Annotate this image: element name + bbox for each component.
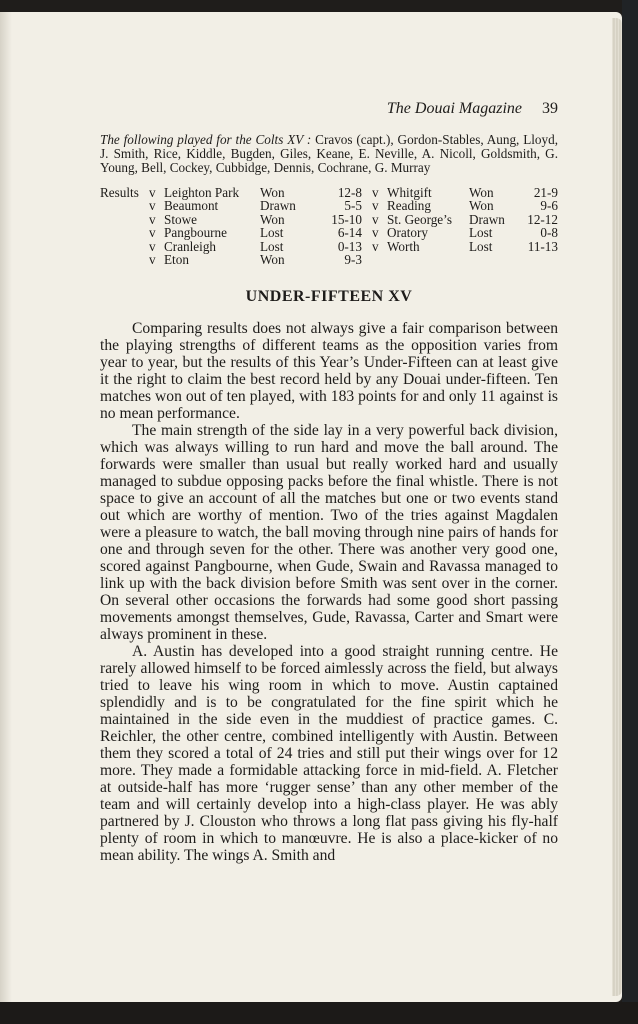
result-v1: v bbox=[149, 238, 156, 254]
result-v2: v bbox=[372, 185, 379, 200]
section-heading: UNDER-FIFTEEN XV bbox=[245, 288, 413, 305]
results-label: Results bbox=[100, 185, 139, 200]
result-out1: Lost bbox=[260, 225, 284, 241]
team-list-names: Cravos (capt.), Gordon-Stables, Aung, Lloyd, J. Smith, Rice, Kiddle, Bugden, Giles, Keane, E. Neville, A. Nicoll, Goldsmith, G. Young, Bell, Cockey, Cubbidge, Dennis, Cochrane, G. Murray bbox=[100, 132, 558, 175]
result-opp2: Reading bbox=[387, 198, 431, 214]
page-number: 39 bbox=[542, 100, 558, 117]
result-out2: Lost bbox=[469, 238, 493, 254]
result-opp1: Eton bbox=[164, 252, 189, 268]
paragraph: Comparing results does not always give a fair comparison between the playing strengths of different teams as the opposition varies from year to year, but the results of this Year’s Under-Fifteen can at least give it the right to claim the best record held by any Douai under-fifteen. Ten matches won out of ten played, with 183 points for and only 11 against is no mean performance. bbox=[100, 320, 558, 422]
result-opp2: Worth bbox=[387, 238, 420, 254]
results-row bbox=[100, 240, 558, 253]
article-body bbox=[100, 320, 558, 864]
results-label-spacer bbox=[100, 199, 149, 212]
results-row bbox=[100, 253, 558, 266]
result-sc1: 0-13 bbox=[337, 238, 362, 254]
result-sc2: 11-13 bbox=[527, 238, 558, 254]
result-sc1: 15-10 bbox=[331, 211, 362, 227]
result-opp2: Oratory bbox=[387, 225, 429, 241]
result-sc2: 9-6 bbox=[540, 198, 558, 214]
result-v2: v bbox=[372, 211, 379, 227]
result-out2: Drawn bbox=[469, 211, 505, 227]
background-strip bbox=[0, 1002, 638, 1024]
result-out2: Lost bbox=[469, 225, 493, 241]
result-v1: v bbox=[149, 252, 156, 268]
result-out2 bbox=[469, 253, 524, 266]
results-row bbox=[100, 186, 558, 199]
result-out1: Drawn bbox=[260, 198, 296, 214]
result-sc2: 21-9 bbox=[533, 185, 558, 200]
result-out1: Won bbox=[260, 185, 285, 200]
result-sc1: 5-5 bbox=[344, 198, 362, 214]
result-out2: Won bbox=[469, 185, 494, 200]
result-opp1: Beaumont bbox=[164, 198, 219, 214]
result-v1: v bbox=[149, 211, 156, 227]
result-v1: v bbox=[149, 198, 156, 214]
result-v2: v bbox=[372, 198, 379, 214]
result-sc1: 9-3 bbox=[344, 252, 362, 268]
paragraph: A. Austin has developed into a good straight running centre. He rarely allowed himself to be forced aimlessly across the field, but always tried to leave his wing room in which to move. Austin captained splendidly and is to be congratulated for the fine spirit which he maintained in the side even in the muddiest of practice games. C. Reichler, the other centre, combined intelligently with Austin. Between them they scored a total of 24 tries and still put their wings over for 12 more. They made a formidable attacking force in mid-field. A. Fletcher at outside-half has more ‘rugger sense’ than any other member of the team and will certainly develop into a high-class player. He was ably partnered by J. Clouston who throws a long flat pass giving his fly-half plenty of room in which to manœuvre. He is also a place-kicker of no mean ability. The wings A. Smith and bbox=[100, 643, 558, 864]
results-row bbox=[100, 199, 558, 212]
book-cover-edge bbox=[622, 0, 638, 1024]
result-sc2 bbox=[524, 253, 558, 266]
results-row bbox=[100, 213, 558, 226]
team-list bbox=[100, 133, 558, 174]
results-label-spacer bbox=[100, 226, 149, 239]
result-opp2: St. George’s bbox=[387, 211, 452, 227]
results-label-spacer bbox=[100, 240, 149, 253]
binding-shadow bbox=[0, 12, 12, 1002]
result-v2: v bbox=[372, 225, 379, 241]
results-row bbox=[100, 226, 558, 239]
paragraph: The main strength of the side lay in a very powerful back division, which was always willing to run hard and move the ball around. The forwards were smaller than usual but really worked hard and usually managed to subdue opposing packs before the final whistle. There is not space to give an account of all the matches but one or two events stand out which are worthy of mention. Two of the tries against Magdalen were a pleasure to watch, the ball moving through nine pairs of hands for one and through seven for the other. There was another very good one, scored against Pangbourne, when Gude, Swain and Ravassa managed to link up with the back division before Smith was sent over in the corner. On several other occasions the forwards had some good short passing movements amongst themselves, Gude, Ravassa, Carter and Smart were always prominent in these. bbox=[100, 422, 558, 643]
result-opp1: Stowe bbox=[164, 211, 197, 227]
results-label-spacer bbox=[100, 213, 149, 226]
result-opp1: Cranleigh bbox=[164, 238, 217, 254]
result-v2 bbox=[372, 253, 387, 266]
magazine-title: The Douai Magazine bbox=[386, 100, 522, 117]
result-sc1: 12-8 bbox=[337, 185, 362, 200]
result-sc1: 6-14 bbox=[337, 225, 362, 241]
results-label-spacer bbox=[100, 253, 149, 266]
result-v1: v bbox=[149, 225, 156, 241]
page-edges bbox=[612, 18, 622, 996]
result-sc2: 0-8 bbox=[540, 225, 558, 241]
results-table bbox=[100, 186, 558, 266]
result-opp1: Pangbourne bbox=[164, 225, 227, 241]
result-sc2: 12-12 bbox=[527, 211, 558, 227]
result-out1: Lost bbox=[260, 238, 284, 254]
result-opp2: Whitgift bbox=[387, 185, 432, 200]
result-opp1: Leighton Park bbox=[164, 185, 240, 200]
result-v2: v bbox=[372, 238, 379, 254]
running-header bbox=[100, 100, 558, 122]
result-v1: v bbox=[149, 185, 156, 200]
result-opp2 bbox=[387, 253, 469, 266]
team-list-lead: The following played for the Colts XV : bbox=[100, 132, 312, 147]
result-out1: Won bbox=[260, 211, 285, 227]
result-out2: Won bbox=[469, 198, 494, 214]
result-out1: Won bbox=[260, 252, 285, 268]
